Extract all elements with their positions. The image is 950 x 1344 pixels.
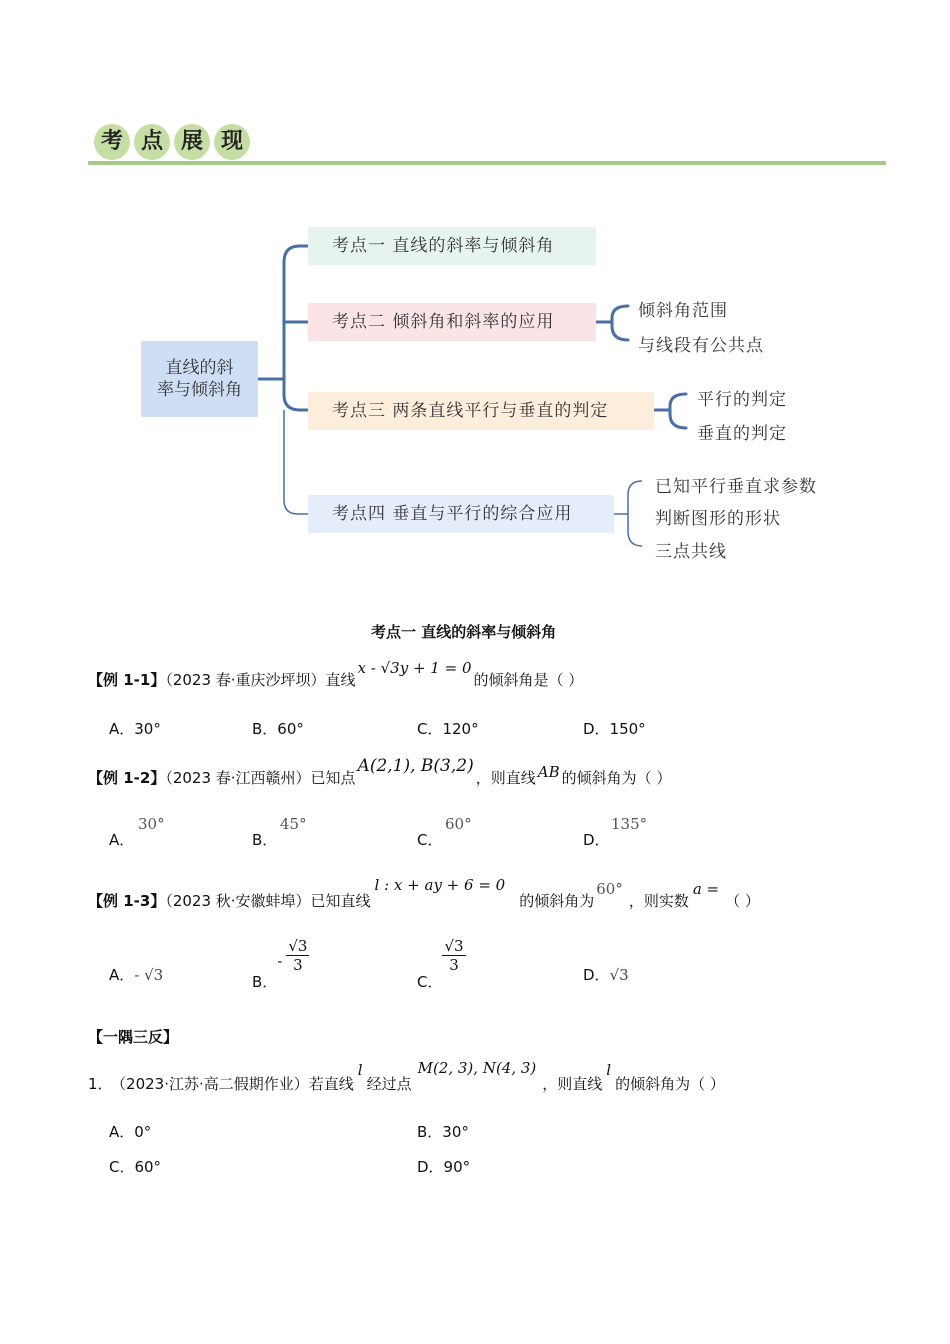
example-mid2: ，则实数 (628, 892, 689, 910)
mindmap-sub: 平行的判定 (697, 390, 787, 410)
option-c-value: 60° (445, 815, 472, 833)
option-b-label: B． (252, 831, 278, 849)
example-source: （2023 春·江西赣州）已知点 (165, 769, 356, 787)
var-math: a = (692, 880, 720, 898)
option-sign: - (277, 952, 283, 970)
fraction (286, 937, 309, 974)
option-a: A．30° (109, 720, 161, 738)
mindmap-sub: 判断图形的形状 (655, 509, 781, 529)
example-tag: 【例 1-2】 (88, 769, 166, 787)
header-char: 考 (94, 124, 130, 160)
option-d: D．150° (583, 720, 646, 738)
question-source: （2023·江苏·高二假期作业）若直线 (118, 1075, 354, 1093)
root-line: 直线的斜 (165, 358, 234, 378)
question-number: 1． (88, 1075, 113, 1093)
ab-math: AB (537, 763, 560, 781)
mindmap-sub: 垂直的判定 (697, 424, 787, 444)
option-value: √3 (609, 966, 629, 984)
mindmap-sub: 已知平行垂直求参数 (655, 477, 817, 497)
frac-denominator: 3 (449, 956, 459, 974)
mindmap-point-4: 考点四 垂直与平行的综合应用 (308, 495, 614, 533)
angle-math: 60° (596, 880, 623, 898)
header-char: 现 (214, 124, 250, 160)
points-math: A(2,1), B(3,2) (357, 756, 474, 776)
mindmap-sub: 倾斜角范围 (638, 301, 728, 321)
option-d-label: D． (583, 831, 610, 849)
example-tag: 【例 1-1】 (88, 671, 166, 689)
option-a (109, 964, 163, 985)
equation: l : x + ay + 6 = 0 (374, 876, 506, 894)
mindmap-sub: 与线段有公共点 (638, 336, 764, 356)
section-title: 考点一 直线的斜率与倾斜角 (371, 623, 557, 641)
question-tail: 的倾斜角为（ ） (615, 1075, 725, 1093)
practice-question-1 (88, 1059, 725, 1094)
l-math: l (606, 1061, 612, 1079)
example-mid: ，则直线 (475, 769, 536, 787)
example-tail: （ ） (725, 892, 760, 910)
option-letter: A． (109, 966, 135, 984)
question-mid2: ，则直线 (542, 1075, 603, 1093)
example-1-3 (88, 876, 760, 911)
frac-denominator: 3 (293, 956, 303, 974)
equation: x - √3y + 1 = 0 (357, 659, 472, 677)
option-a: A．0° (109, 1123, 152, 1141)
fraction (442, 937, 465, 974)
mindmap-root (141, 341, 258, 417)
example-source: （2023 秋·安徽蚌埠）已知直线 (165, 892, 371, 910)
option-c: C．60° (109, 1158, 162, 1176)
option-b: B．30° (417, 1123, 469, 1141)
option-c (417, 937, 466, 991)
example-tail: 的倾斜角为（ ） (561, 769, 672, 787)
option-letter: C． (417, 973, 443, 991)
points-math: M(2, 3), N(4, 3) (417, 1059, 537, 1077)
example-mid: 的倾斜角为 (519, 892, 595, 910)
example-source: （2023 春·重庆沙坪坝）直线 (165, 671, 356, 689)
option-b-value: 45° (280, 815, 307, 833)
option-d: D．90° (417, 1158, 471, 1176)
example-tag: 【例 1-3】 (88, 892, 166, 910)
option-b (252, 937, 309, 991)
frac-numerator: √3 (288, 937, 308, 955)
option-c: C．120° (417, 720, 479, 738)
option-letter: B． (252, 973, 278, 991)
frac-numerator: √3 (444, 937, 464, 955)
option-d-value: 135° (611, 815, 648, 833)
mindmap-point-3: 考点三 两条直线平行与垂直的判定 (308, 392, 654, 430)
example-1-2 (88, 756, 672, 788)
l-math: l (357, 1061, 363, 1079)
option-letter: D． (583, 966, 610, 984)
question-mid: 经过点 (366, 1075, 412, 1093)
root-line: 率与倾斜角 (157, 380, 242, 400)
option-a-value: 30° (138, 815, 165, 833)
header-char: 点 (134, 124, 170, 160)
option-value: - √3 (134, 966, 164, 984)
example-tail: 的倾斜角是（ ） (473, 671, 584, 689)
option-c-label: C． (417, 831, 443, 849)
option-b: B．60° (252, 720, 304, 738)
practice-title: 【一隅三反】 (88, 1028, 179, 1046)
header-char: 展 (174, 124, 210, 160)
mindmap-point-1: 考点一 直线的斜率与倾斜角 (308, 227, 596, 265)
mindmap-sub: 三点共线 (655, 542, 727, 562)
mindmap-point-2: 考点二 倾斜角和斜率的应用 (308, 303, 596, 341)
option-d (583, 964, 629, 985)
example-1-1 (88, 659, 584, 690)
option-a-label: A． (109, 831, 135, 849)
